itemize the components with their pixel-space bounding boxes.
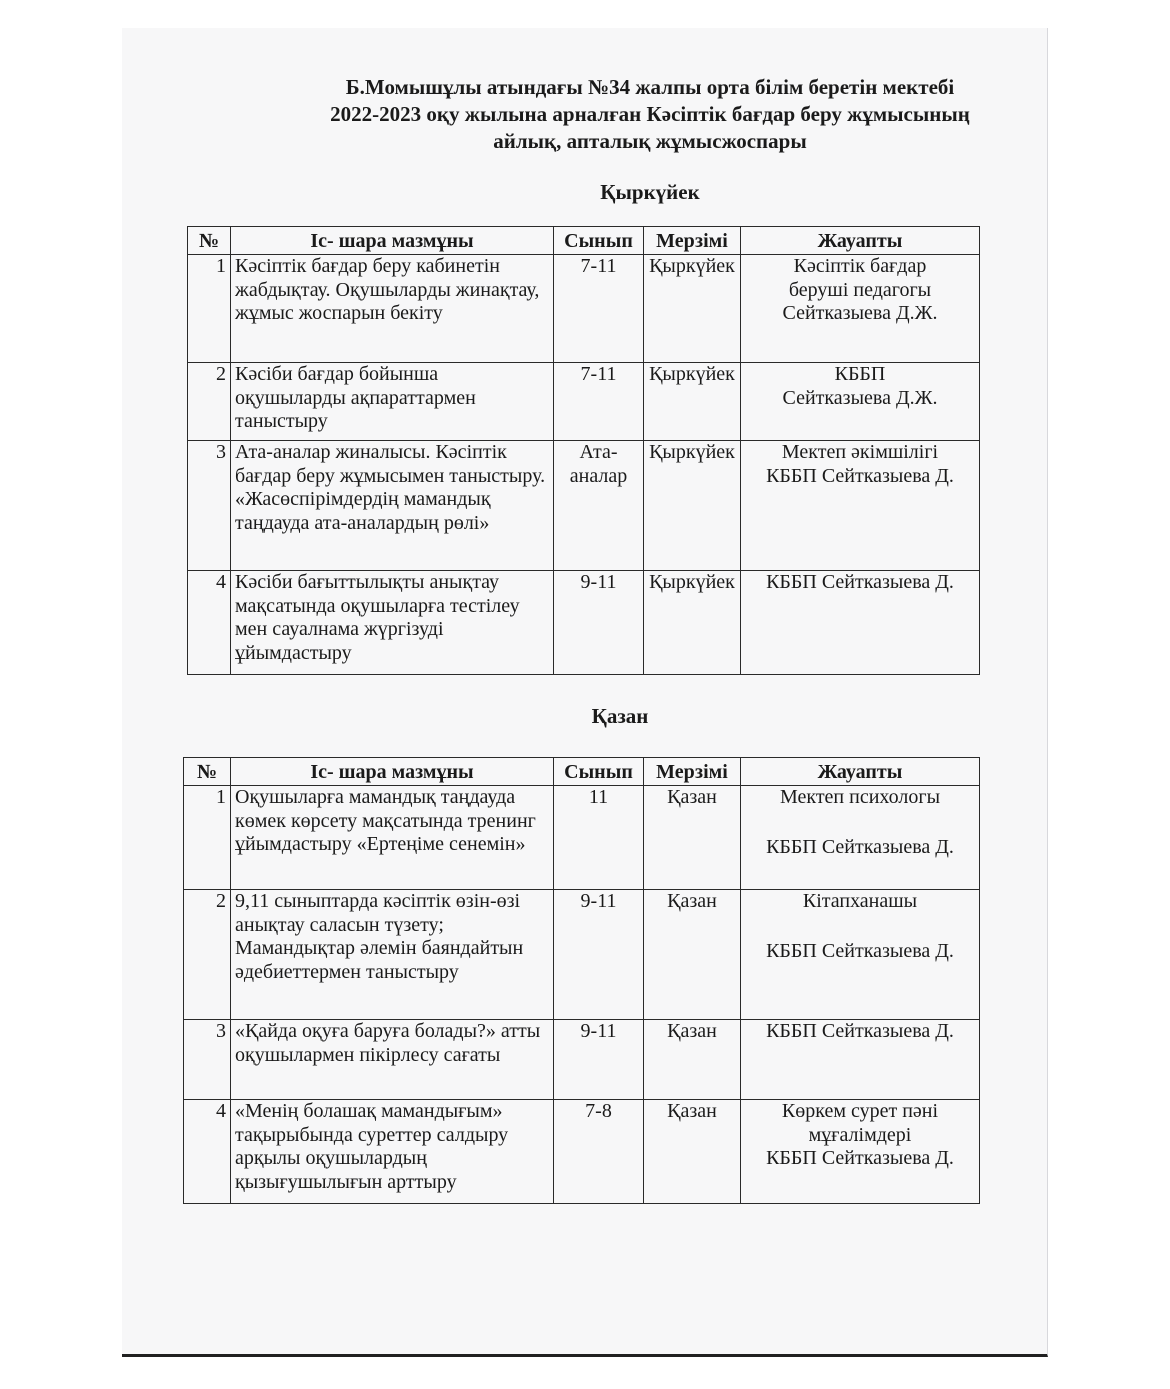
row-num: 2 xyxy=(188,363,231,441)
title-line-2: 2022-2023 оқу жылына арналған Кәсіптік бағдар беру жұмысының xyxy=(330,102,970,126)
header-num: № xyxy=(188,227,231,255)
document-title xyxy=(130,74,1170,155)
row-activity: Ата-аналар жиналысы. Кәсіптік бағдар беру жұмысымен таныстыру. «Жасөспірімдердің мамандық таңдауда ата-аналардың рөлі» xyxy=(231,441,554,571)
row-responsible xyxy=(741,1020,980,1100)
title-line-1: Б.Момышұлы атындағы №34 жалпы орта білім беретін мектебі xyxy=(345,75,955,99)
row-date: Қыркүйек xyxy=(644,363,741,441)
responsible-line: мұғалімдері xyxy=(808,1123,912,1146)
spacer xyxy=(745,810,975,836)
header-activity: Іс- шара мазмұны xyxy=(231,227,554,255)
table-header-row xyxy=(184,758,980,786)
responsible-line: КББП Сейтказыева Д. xyxy=(766,1020,954,1042)
row-activity: Кәсіптік бағдар беру кабинетін жабдықтау. Оқушыларды жинақтау, жұмыс жоспарын бекіту xyxy=(231,255,554,363)
row-activity: Оқушыларға мамандық таңдауда көмек көрсету мақсатында тренинг ұйымдастыру «Ертеңіме сенемін» xyxy=(231,786,554,890)
responsible-line: КББП Сейтказыева Д. xyxy=(766,571,954,593)
responsible-line: КББП Сейтказыева Д. xyxy=(766,1147,954,1169)
header-num: № xyxy=(184,758,231,786)
row-grade: 7-8 xyxy=(554,1100,644,1204)
month-heading-september: Қыркүйек xyxy=(600,180,700,204)
row-grade: 9-11 xyxy=(554,1020,644,1100)
row-date: Қазан xyxy=(644,1100,741,1204)
header-date: Мерзімі xyxy=(644,758,741,786)
header-grade: Сынып xyxy=(554,758,644,786)
row-responsible xyxy=(741,571,980,675)
row-date: Қазан xyxy=(644,890,741,1020)
row-num: 1 xyxy=(184,786,231,890)
row-grade: 11 xyxy=(554,786,644,890)
title-line-3: айлық, апталық жұмысжоспары xyxy=(493,129,807,153)
header-responsible: Жауапты xyxy=(741,227,980,255)
row-responsible xyxy=(741,1100,980,1204)
header-activity: Іс- шара мазмұны xyxy=(231,758,554,786)
responsible-line: КББП Сейтказыева Д. xyxy=(766,835,954,858)
table-row xyxy=(188,255,980,363)
row-num: 4 xyxy=(188,571,231,675)
table-row xyxy=(184,1020,980,1100)
responsible-line: Сейтказыева Д.Ж. xyxy=(782,386,938,409)
table-header-row xyxy=(188,227,980,255)
table-row xyxy=(188,441,980,571)
row-grade: Ата-аналар xyxy=(554,441,644,571)
table-row xyxy=(184,1100,980,1204)
row-responsible xyxy=(741,255,980,363)
row-date: Қыркүйек xyxy=(644,441,741,571)
table-row xyxy=(188,363,980,441)
table-row xyxy=(188,571,980,675)
september-plan-table xyxy=(187,226,980,675)
responsible-line: Мектеп психологы xyxy=(779,786,941,808)
header-grade: Сынып xyxy=(554,227,644,255)
row-grade: 7-11 xyxy=(554,363,644,441)
responsible-line: КББП Сейтказыева Д. xyxy=(766,464,954,487)
row-activity: Кәсіби бағдар бойынша оқушыларды ақпараттармен таныстыру xyxy=(231,363,554,441)
row-responsible xyxy=(741,441,980,571)
row-num: 4 xyxy=(184,1100,231,1204)
row-activity: 9,11 сыныптарда кәсіптік өзін-өзі анықтау саласын түзету; Мамандықтар әлемін баяндайтын әдебиеттермен таныстыру xyxy=(231,890,554,1020)
header-responsible: Жауапты xyxy=(741,758,980,786)
row-grade: 9-11 xyxy=(554,571,644,675)
responsible-line: Кітапханашы xyxy=(802,890,918,912)
responsible-line: Кәсіптік бағдар xyxy=(793,255,927,277)
row-responsible xyxy=(741,890,980,1020)
responsible-line: Көркем сурет пәні xyxy=(781,1100,939,1122)
responsible-line: Мектеп әкімшілігі xyxy=(781,441,939,463)
table-row xyxy=(184,890,980,1020)
row-grade: 9-11 xyxy=(554,890,644,1020)
row-num: 2 xyxy=(184,890,231,1020)
october-plan-table xyxy=(183,757,980,1204)
row-num: 1 xyxy=(188,255,231,363)
spacer xyxy=(745,914,975,940)
row-date: Қыркүйек xyxy=(644,255,741,363)
row-num: 3 xyxy=(184,1020,231,1100)
month-heading-october: Қазан xyxy=(591,704,649,728)
responsible-line: беруші педагогы xyxy=(788,278,932,301)
header-date: Мерзімі xyxy=(644,227,741,255)
responsible-line: КББП Сейтказыева Д. xyxy=(766,939,954,962)
responsible-line: Сейтказыева Д.Ж. xyxy=(782,302,938,324)
responsible-line: КББП xyxy=(834,363,886,385)
row-date: Қыркүйек xyxy=(644,571,741,675)
row-date: Қазан xyxy=(644,786,741,890)
row-activity: «Қайда оқуға баруға болады?» атты оқушылармен пікірлесу сағаты xyxy=(231,1020,554,1100)
row-responsible xyxy=(741,786,980,890)
row-grade: 7-11 xyxy=(554,255,644,363)
row-activity: «Менің болашақ мамандығым» тақырыбында суреттер салдыру арқылы оқушылардың қызығушылығын арттыру xyxy=(231,1100,554,1204)
row-num: 3 xyxy=(188,441,231,571)
row-activity: Кәсіби бағыттылықты анықтау мақсатында оқушыларға тестілеу мен сауалнама жүргізуді ұйымдастыру xyxy=(231,571,554,675)
row-responsible xyxy=(741,363,980,441)
table-row xyxy=(184,786,980,890)
row-date: Қазан xyxy=(644,1020,741,1100)
